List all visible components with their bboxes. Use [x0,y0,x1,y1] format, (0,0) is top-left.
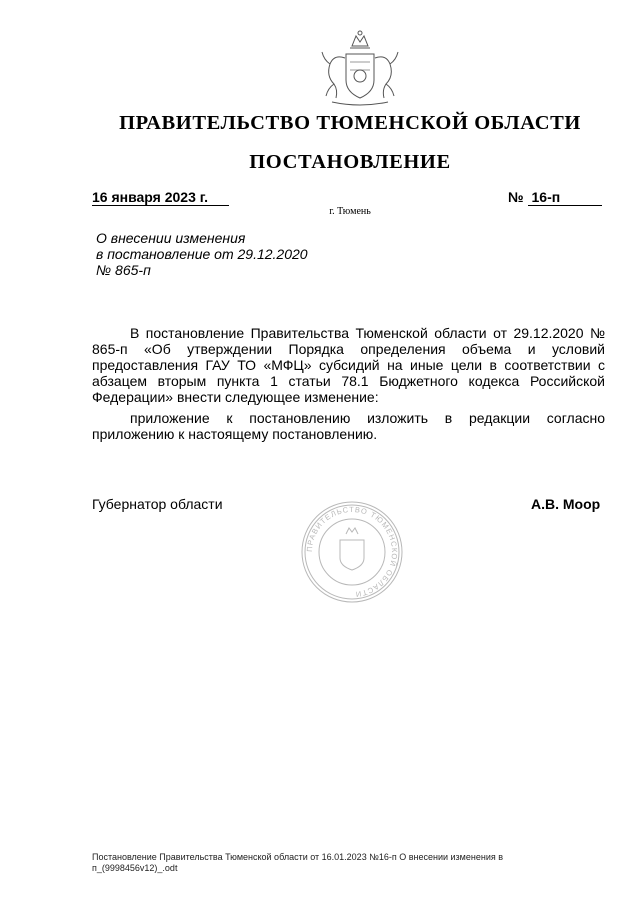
document-date: 16 января 2023 г. [92,190,229,206]
document-number: 16-п [528,190,602,206]
number-sign: № [508,189,524,205]
document-type-heading: ПОСТАНОВЛЕНИЕ [249,151,451,173]
body-paragraph: приложение к постановлению изложить в редакции согласно приложению к настоящему постановлению. [92,410,605,442]
document-subject [96,230,308,278]
signer-position: Губернатор области [92,496,223,512]
footer-line: Постановление Правительства Тюменской области от 16.01.2023 №16-п О внесении изменения в [92,852,503,862]
document-body [92,325,605,447]
subject-line: в постановление от 29.12.2020 [96,246,308,262]
official-seal-icon [300,500,404,604]
subject-line: О внесении изменения [96,230,246,246]
body-paragraph: В постановление Правительства Тюменской области от 29.12.2020 № 865-п «Об утверждении Порядка определения объема и условий предоставления ГАУ ТО «МФЦ» субсидий на иные цели в соответствии с абзацем вторым пункта 1 статьи 78.1 Бюджетного кодекса Российской Федерации» внести следующее изменение: [92,325,605,405]
document-city: г. Тюмень [329,206,371,217]
seal-text: ПРАВИТЕЛЬСТВО ТЮМЕНСКОЙ ОБЛАСТИ [304,504,400,599]
subject-line: № 865-п [96,262,151,278]
government-title: ПРАВИТЕЛЬСТВО ТЮМЕНСКОЙ ОБЛАСТИ [119,112,581,134]
coat-of-arms-icon [312,24,408,114]
footer-file-info [92,852,552,874]
signer-name: А.В. Моор [531,496,601,512]
footer-line: п_(9998456v12)_.odt [92,863,178,873]
document-number-row [508,190,605,206]
